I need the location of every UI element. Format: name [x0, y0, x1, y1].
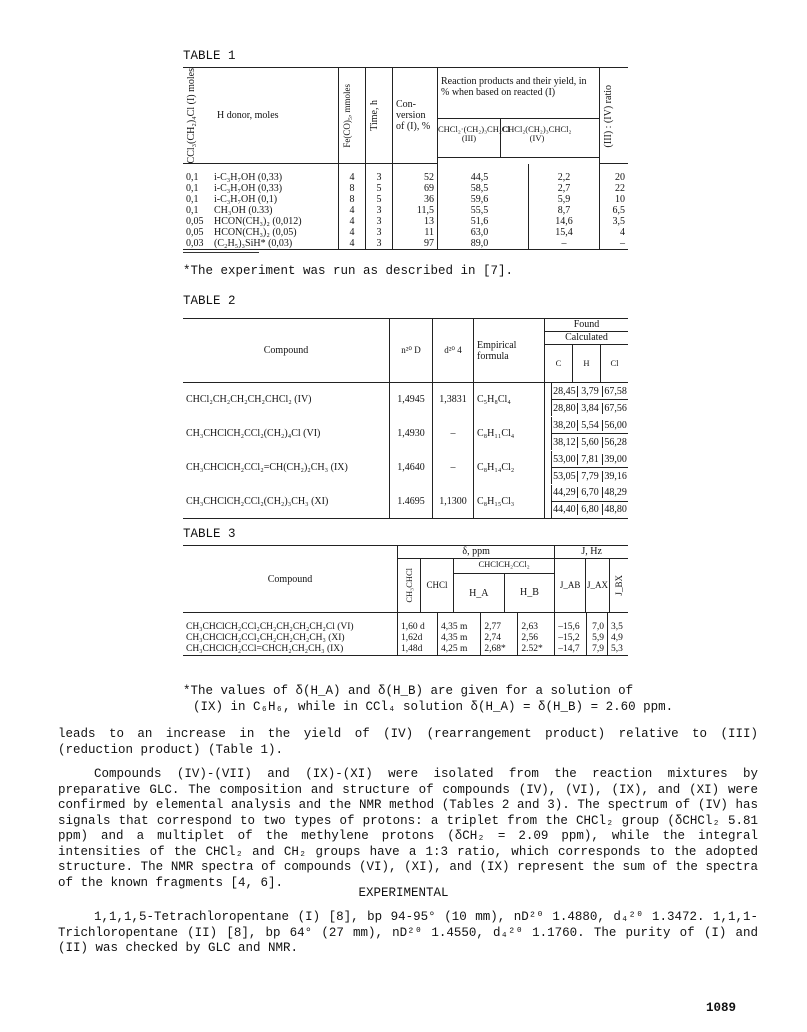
found-value: 28,45: [553, 385, 576, 397]
table-row: [183, 194, 628, 205]
table-cell: 2,63: [518, 613, 555, 633]
calc-value: 53,05: [553, 470, 576, 482]
calc-value: 38,12: [553, 436, 576, 448]
table-cell: 1,1300: [433, 485, 474, 519]
table-cell: 8,7: [529, 205, 600, 216]
table3: [183, 545, 628, 656]
analysis-grid: [551, 451, 628, 484]
table-cell: 55,5: [438, 205, 529, 216]
table-cell: (C₂H₅)₃SiH* (0,03): [211, 238, 339, 250]
calc-value: 67,56: [602, 403, 628, 414]
t3-head-chcl: CHCl: [420, 559, 453, 612]
analysis-cell: [545, 417, 629, 451]
table-cell: 8: [339, 183, 366, 194]
table-cell: i-C₃H₇OH (0,33): [214, 182, 283, 194]
table-cell: 5: [366, 183, 393, 194]
t1-head-i-moles: CCl₃(CH₂)₄Cl (I) moles: [183, 68, 211, 164]
calc-values-row: [552, 400, 628, 416]
table-cell: 0,1: [186, 171, 199, 183]
found-values-row: [552, 451, 628, 468]
table2-caption: TABLE 2: [183, 294, 236, 308]
t3-head-jab: J_AB: [559, 580, 581, 590]
calc-value: 5,60: [577, 437, 603, 448]
analysis-grid: [551, 417, 628, 450]
t2-head-analysis: [545, 319, 629, 383]
table-cell: 4: [339, 227, 366, 238]
table-cell: 7,0: [586, 613, 607, 633]
table-row: [183, 227, 628, 238]
table-cell: CH₃CHClCH₂CCl₂(CH₂)₃CH₃ (XI): [183, 485, 390, 519]
table-cell: C₅H₈Cl₄: [474, 383, 545, 417]
t1-head-fe-co: Fe(CO)₅, mmoles: [339, 68, 366, 164]
analysis-cell: [545, 383, 629, 417]
table-cell: 6,5: [600, 205, 629, 216]
calc-value: 28,80: [553, 402, 576, 414]
found-value: 53,00: [553, 453, 576, 465]
found-value: 67,58: [602, 386, 628, 397]
table1-caption: TABLE 1: [183, 49, 236, 63]
table-cell: 1,62d: [398, 633, 438, 644]
t1-head-time: Time, h: [366, 68, 393, 164]
table-cell: 20: [600, 164, 629, 183]
found-value: 3,79: [577, 386, 603, 397]
table-cell: –15,2: [555, 633, 587, 644]
table-row: [183, 644, 628, 656]
table-cell: 15,4: [529, 227, 600, 238]
table-cell: 13: [393, 216, 438, 227]
table-cell: 14,6: [529, 216, 600, 227]
calc-value: 56,28: [602, 437, 628, 448]
table-cell: 63,0: [438, 227, 529, 238]
table-cell: –15,6: [555, 613, 587, 633]
found-values-row: [552, 383, 628, 400]
t1-head-h-donor: H donor, moles: [211, 68, 339, 164]
t3-footnote: [183, 684, 783, 715]
t2-head-d: d²⁰ 4: [433, 319, 474, 383]
table-row: [183, 383, 628, 417]
t2-head-h: H: [572, 345, 600, 382]
found-value: 38,20: [553, 419, 576, 431]
table-cell: 2,2: [529, 164, 600, 183]
calc-value: 48,80: [602, 504, 628, 515]
table-cell: 5: [366, 194, 393, 205]
calc-value: 3,84: [577, 403, 603, 414]
table-row: [183, 451, 628, 485]
calc-values-row: [552, 502, 628, 518]
t3-head-ch3chcl: CH₃CHCl: [403, 568, 414, 603]
t1-products-group: Reaction products and their yield, in % when based on reacted (I): [441, 75, 587, 98]
t2-head-compound: Compound: [183, 319, 390, 383]
analysis-cell: [545, 485, 629, 519]
table-cell: –14,7: [555, 644, 587, 656]
table-cell: 3,5: [600, 216, 629, 227]
table-cell: 10: [600, 194, 629, 205]
t1-head-products: [438, 68, 600, 164]
table-cell: 2,74: [481, 633, 518, 644]
t1-footnote-rule: [183, 252, 259, 253]
table-cell: CH₃CHClCH₂CCl₂(CH₂)₄Cl (VI): [186, 428, 321, 439]
t3-head-jax: J_AX: [585, 559, 609, 612]
calc-value: 39,16: [602, 471, 628, 482]
table-cell: 4,25 m: [438, 644, 481, 656]
table-cell: 59,6: [438, 194, 529, 205]
table-row: [183, 613, 628, 633]
table-cell: 2,56: [518, 633, 555, 644]
table-cell: 0,05: [186, 226, 204, 238]
found-value: 6,70: [577, 487, 603, 498]
table-cell: CHCl₂CH₂CH₂CH₂CHCl₂ (IV): [186, 394, 312, 406]
table-cell: C₈H₁₁Cl₄: [474, 417, 545, 451]
found-value: 5,54: [577, 420, 603, 431]
t3-head-jbx: J_BX: [609, 559, 628, 612]
t1-head-conversion: Con- version of (I), %: [393, 68, 438, 164]
table-cell: 11: [393, 227, 438, 238]
table-cell: 5,3: [607, 644, 628, 656]
t3-head-chclch2ccl2: CHClCH₂CCl₂: [454, 559, 554, 574]
table3-caption: TABLE 3: [183, 527, 236, 541]
found-values-row: [552, 417, 628, 434]
table-cell: 4: [339, 216, 366, 227]
t3-head-hb: H_B: [504, 574, 555, 612]
table-cell: 36: [393, 194, 438, 205]
table-row: [183, 633, 628, 644]
t3-head-compound: Compound: [183, 546, 398, 613]
table-cell: 3: [366, 164, 393, 183]
found-value: 39,00: [602, 454, 628, 465]
table-cell: 4,9: [607, 633, 628, 644]
table-cell: 2,7: [529, 183, 600, 194]
table-cell: 4: [339, 205, 366, 216]
table-cell: 0,1: [186, 204, 199, 216]
calc-values-row: [552, 434, 628, 450]
table-cell: 3,5: [607, 613, 628, 633]
table-cell: 44,5: [438, 164, 529, 183]
table-cell: C₈H₁₄Cl₂: [474, 451, 545, 485]
body-paragraph-1: leads to an increase in the yield of (IV) (rearrangement product) relative to (III) (reduction product) (Table 1).: [58, 727, 758, 757]
table-cell: CH₃CHClCH₂CCl₂CH₂CH₂CH₂CH₂Cl (VI): [186, 621, 354, 632]
t2-head-c: C: [555, 358, 562, 368]
analysis-grid: [551, 485, 628, 518]
table-cell: 69: [393, 183, 438, 194]
table-cell: 1,4945: [390, 383, 433, 417]
table-cell: 3: [366, 216, 393, 227]
t3-head-ppm-group: [398, 546, 555, 613]
table-cell: 11,5: [393, 205, 438, 216]
t3-head-ppm: δ, ppm: [398, 546, 554, 559]
t3-footnote-line1: *The values of δ(H_A) and δ(H_B) are given for a solution of: [183, 684, 634, 698]
t1-head-iv: CHCl₂(CH₂)₃CHCl₂ (IV): [500, 119, 573, 157]
table-cell: 51,6: [438, 216, 529, 227]
table-cell: 5,9: [586, 633, 607, 644]
t3-head-jhz: J, Hz: [555, 546, 628, 559]
table-cell: 97: [393, 238, 438, 250]
t2-head-calc: Calculated: [545, 332, 628, 345]
table-cell: HCON(CH₃)₂ (0,05): [214, 226, 297, 238]
table-cell: 4: [339, 164, 366, 183]
analysis-cell: [545, 451, 629, 485]
table-row: [183, 164, 628, 183]
calc-value: 6,80: [577, 504, 603, 515]
table-cell: 0,1: [186, 182, 199, 194]
found-value: 56,00: [602, 420, 628, 431]
table-cell: –: [433, 417, 474, 451]
table-row: [183, 183, 628, 194]
table-cell: 3: [366, 238, 393, 250]
table-cell: 2,77: [481, 613, 518, 633]
table-cell: 4: [600, 227, 629, 238]
table-cell: 4,35 m: [438, 613, 481, 633]
table-cell: 2.52*: [518, 644, 555, 656]
t3-head-ha: H_A: [469, 587, 489, 599]
table-cell: i-C₃H₇OH (0,33): [214, 171, 283, 183]
table-cell: 22: [600, 183, 629, 194]
experimental-heading: EXPERIMENTAL: [358, 886, 449, 900]
table-cell: CH₃CHClCH₂CCl=CHCH₂CH₂CH₃ (IX): [183, 644, 398, 656]
analysis-grid: [551, 383, 628, 416]
found-values-row: [552, 485, 628, 502]
table-cell: 52: [393, 164, 438, 183]
table-cell: 2,68*: [481, 644, 518, 656]
table2: [183, 318, 628, 519]
found-value: 48,29: [602, 487, 628, 498]
t3-footnote-line2: (IX) in C₆H₆, while in CCl₄ solution δ(H_A) = δ(H_B) = 2.60 ppm.: [193, 699, 674, 714]
table-cell: 4: [339, 238, 366, 250]
table-cell: 3: [366, 227, 393, 238]
table-row: [183, 238, 628, 250]
table-cell: HCON(CH₃)₂ (0,012): [214, 215, 302, 227]
table-row: [183, 216, 628, 227]
page-number: 1089: [706, 1001, 737, 1015]
calc-value: 44,40: [553, 504, 576, 516]
table-cell: C₈H₁₅Cl₃: [474, 485, 545, 519]
table-cell: 0,05: [186, 215, 204, 227]
t2-head-cl: Cl: [600, 345, 628, 382]
table-cell: 89,0: [438, 238, 529, 250]
table-cell: –: [600, 238, 629, 250]
table-cell: 5,9: [529, 194, 600, 205]
table-cell: 1,4930: [390, 417, 433, 451]
t1-footnote: *The experiment was run as described in [7].: [183, 264, 514, 278]
table-cell: 4,35 m: [438, 633, 481, 644]
calc-value: 7,79: [577, 471, 603, 482]
table-cell: 7,9: [586, 644, 607, 656]
table-cell: 8: [339, 194, 366, 205]
table-row: [183, 417, 628, 451]
table-cell: 3: [366, 205, 393, 216]
t2-head-found: Found: [545, 319, 628, 332]
found-value: 7,81: [577, 454, 603, 465]
calc-values-row: [552, 468, 628, 484]
t2-head-formula: Empirical formula: [474, 319, 545, 383]
table-cell: –: [529, 238, 600, 250]
table-cell: 58,5: [438, 183, 529, 194]
table-cell: i-C₃H₇OH (0,1): [214, 193, 278, 205]
table-cell: 0,03: [183, 238, 211, 250]
found-value: 44,29: [553, 487, 576, 499]
table-cell: CH₃CHClCH₂CCl₂=CH(CH₂)₂CH₃ (IX): [186, 462, 348, 473]
table-cell: CH₃CHClCH₂CCl₂CH₂CH₂CH₂CH₃ (XI): [186, 632, 345, 643]
table-cell: 1,3831: [433, 383, 474, 417]
table-cell: 1,60 d: [398, 613, 438, 633]
body-paragraph-2: Compounds (IV)-(VII) and (IX)-(XI) were isolated from the reaction mixtures by preparative GLC. The composition and structure of compounds (IV), (VI), (IX), and (XI) were confirmed by elemental analysis and the NMR method (Tables 2 and 3). The spectrum of (IV) has signals that correspond to two types of protons: a triplet from the CHCl₂ group (δCHCl₂ 5.81 ppm) and a multiplet of the methylene protons (δCH₂ = 2.09 ppm), while the integral intensities of the CHCl₂ and CH₂ groups have a 1:3 ratio, which corresponds to the adopted structure. The NMR spectra of compounds (VI), (XI), and (IX) represent the sum of the spectra of the known fragments [4, 6].: [58, 767, 758, 890]
table-cell: 0,1: [186, 193, 199, 205]
table-row: [183, 485, 628, 519]
t3-head-j-group: [555, 546, 628, 613]
t1-head-ratio: (III) : (IV) ratio: [600, 68, 629, 164]
t2-head-nd: n²⁰ D: [390, 319, 433, 383]
table-cell: CH₃OH (0.33): [214, 204, 273, 216]
table-cell: 1,48d: [398, 644, 438, 656]
table1: [183, 67, 628, 250]
table-cell: 1,4640: [390, 451, 433, 485]
table-row: [183, 205, 628, 216]
body-paragraph-3: 1,1,1,5-Tetrachloropentane (I) [8], bp 94-95° (10 mm), nD²⁰ 1.4880, d₄²⁰ 1.3472. 1,1,1-Trichloropentane (II) [8], bp 64° (27 mm), nD²⁰ 1.4550, d₄²⁰ 1.1760. The purity of (I) and (II) was checked by GLC and NMR.: [58, 910, 758, 955]
table-cell: 1.4695: [390, 485, 433, 519]
t1-head-iii: CHCl₂·(CH₂)₃CH₂Cl (III): [438, 123, 510, 143]
table-cell: –: [433, 451, 474, 485]
